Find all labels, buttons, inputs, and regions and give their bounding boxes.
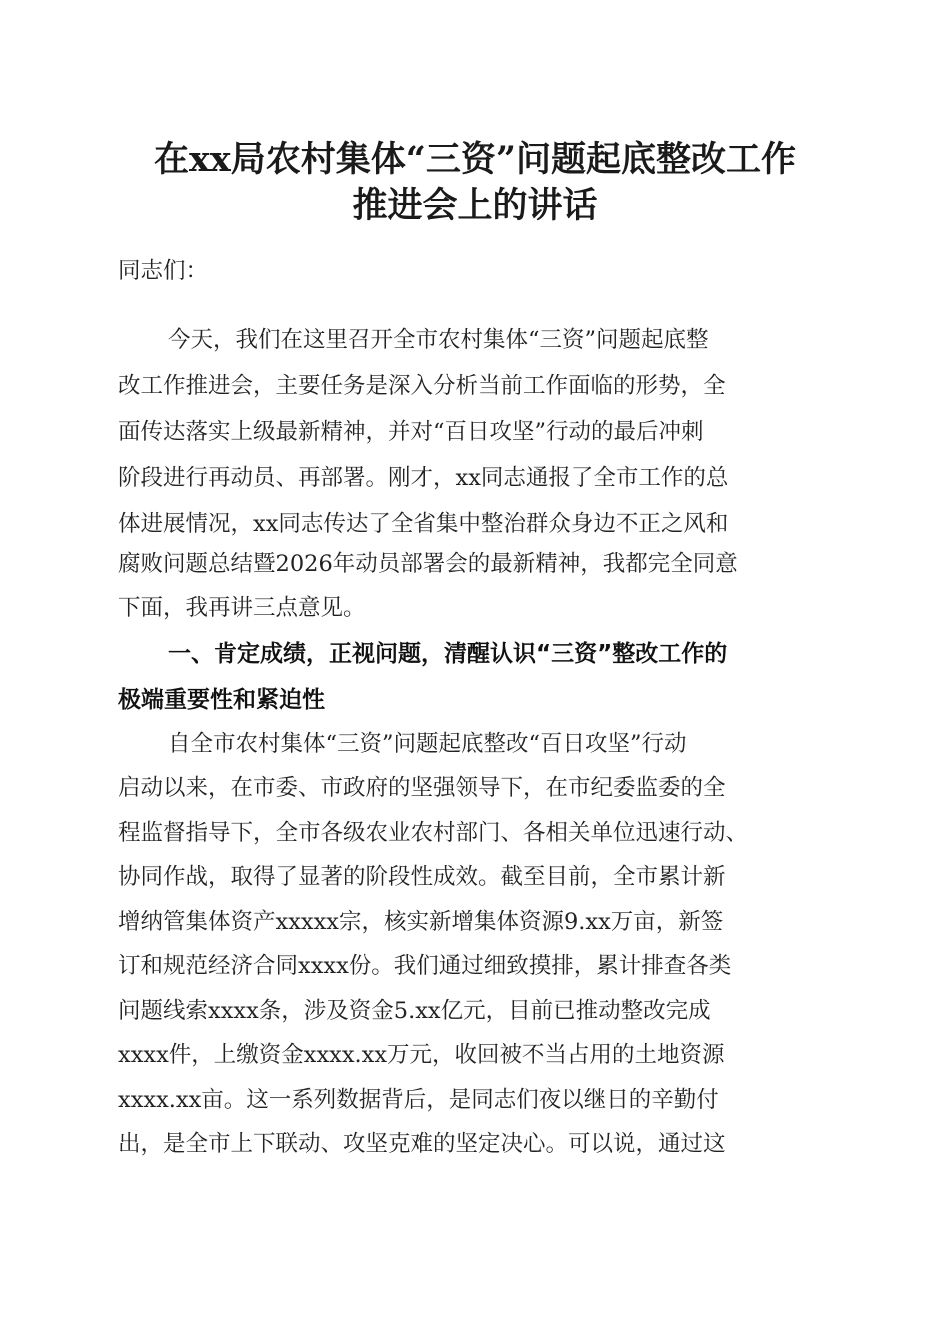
section-heading-line: 一、肯定成绩，正视问题，清醒认识“三资”整改工作的	[168, 641, 728, 667]
paragraph-2-line: xxxx件，上缴资金xxxx.xx万元，收回被不当占用的土地资源	[118, 1042, 725, 1068]
paragraph-2-line: 启动以来，在市委、市政府的坚强领导下，在市纪委监委的全	[118, 775, 726, 801]
document-title-line-2: 推进会上的讲话	[352, 185, 598, 226]
paragraph-1-line: 阶段进行再动员、再部署。刚才，xx同志通报了全市工作的总	[118, 465, 729, 491]
paragraph-2-line: 问题线索xxxx条，涉及资金5.xx亿元，目前已推动整改完成	[118, 998, 711, 1024]
paragraph-2-line: 协同作战，取得了显著的阶段性成效。截至目前，全市累计新	[118, 864, 726, 890]
paragraph-2-line: 增纳管集体资产xxxxx宗，核实新增集体资源9.xx万亩，新签	[118, 909, 724, 935]
paragraph-2-line: xxxx.xx亩。这一系列数据背后，是同志们夜以继日的辛勤付	[118, 1087, 719, 1113]
paragraph-2-line: 程监督指导下，全市各级农业农村部门、各相关单位迅速行动、	[118, 820, 749, 846]
paragraph-1-line: 腐败问题总结暨2026年动员部署会的最新精神，我都完全同意	[118, 551, 738, 577]
paragraph-1-line: 下面，我再讲三点意见。	[118, 595, 366, 621]
paragraph-2-line: 出，是全市上下联动、攻坚克难的坚定决心。可以说，通过这	[118, 1131, 726, 1157]
paragraph-2-line: 订和规范经济合同xxxx份。我们通过细致摸排，累计排查各类	[118, 953, 732, 979]
section-heading-line: 极端重要性和紧迫性	[118, 687, 325, 713]
paragraph-1-line: 改工作推进会，主要任务是深入分析当前工作面临的形势，全	[118, 373, 726, 399]
paragraph-2-line: 自全市农村集体“三资”问题起底整改“百日攻坚”行动	[168, 731, 687, 757]
document-title-line-1: 在xx局农村集体“三资”问题起底整改工作	[154, 139, 796, 180]
paragraph-1-line: 体进展情况，xx同志传达了全省集中整治群众身边不正之风和	[118, 511, 729, 537]
paragraph-1-line: 今天，我们在这里召开全市农村集体“三资”问题起底整	[168, 327, 709, 353]
paragraph-1-line: 面传达落实上级最新精神，并对“百日攻坚”行动的最后冲刺	[118, 419, 704, 445]
salutation: 同志们：	[118, 258, 209, 284]
